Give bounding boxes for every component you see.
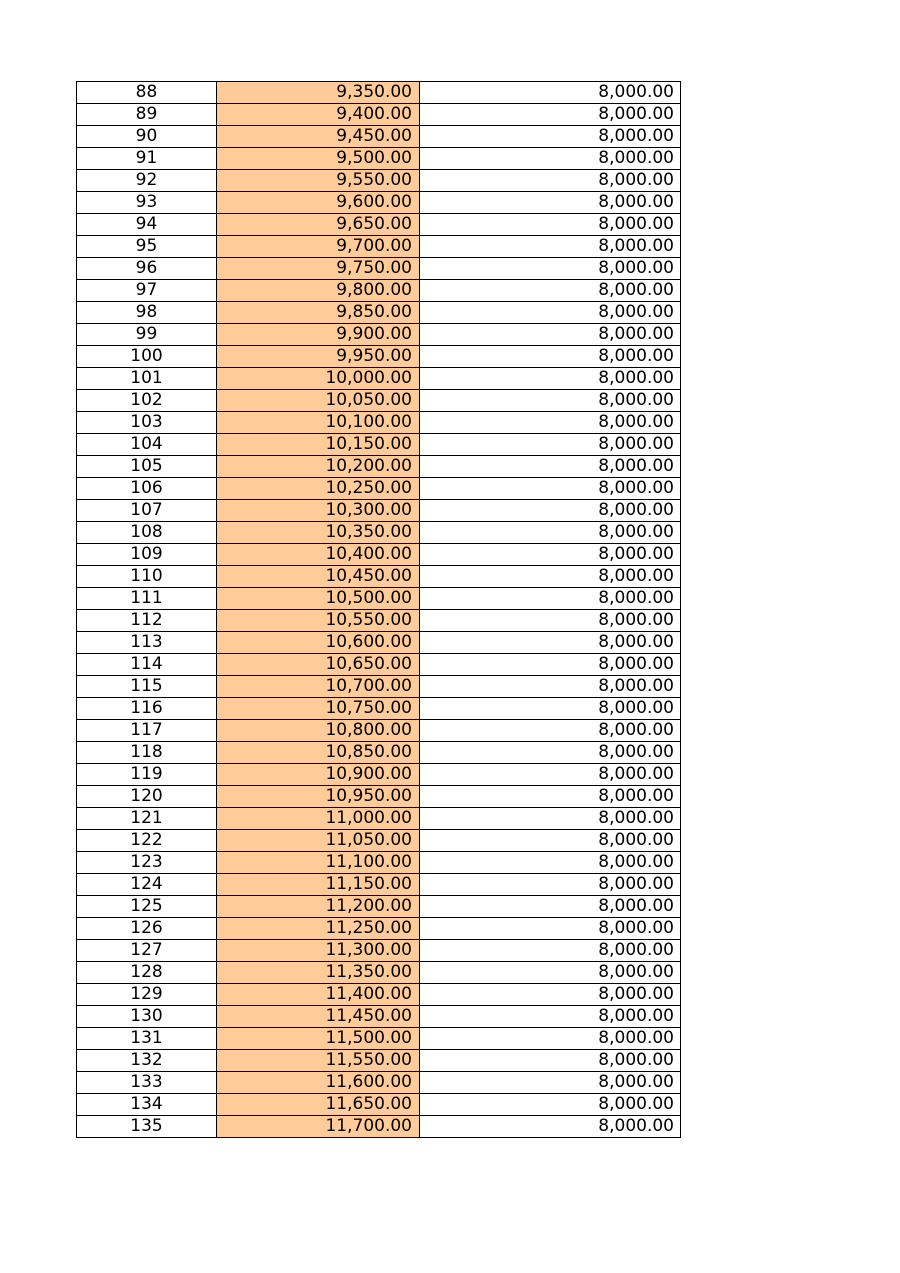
table-row <box>77 478 681 500</box>
row-index-cell[interactable]: 125 <box>77 896 217 918</box>
row-index-cell[interactable]: 105 <box>77 456 217 478</box>
row-index-cell[interactable]: 100 <box>77 346 217 368</box>
base-amount-cell[interactable]: 8,000.00 <box>420 808 681 830</box>
base-amount-cell[interactable]: 8,000.00 <box>420 1094 681 1116</box>
base-amount-cell[interactable]: 8,000.00 <box>420 874 681 896</box>
table-row <box>77 170 681 192</box>
base-amount-cell[interactable]: 8,000.00 <box>420 654 681 676</box>
table-row <box>77 148 681 170</box>
row-index-cell[interactable]: 107 <box>77 500 217 522</box>
amount-cell[interactable]: 11,250.00 <box>217 918 420 940</box>
spreadsheet-table <box>76 81 681 1138</box>
table-row <box>77 830 681 852</box>
base-amount-cell[interactable]: 8,000.00 <box>420 126 681 148</box>
row-index-cell[interactable]: 96 <box>77 258 217 280</box>
row-index-cell[interactable]: 97 <box>77 280 217 302</box>
base-amount-cell[interactable]: 8,000.00 <box>420 1072 681 1094</box>
amount-cell[interactable]: 9,700.00 <box>217 236 420 258</box>
amount-cell[interactable]: 11,050.00 <box>217 830 420 852</box>
base-amount-cell[interactable]: 8,000.00 <box>420 610 681 632</box>
amount-cell[interactable]: 10,600.00 <box>217 632 420 654</box>
base-amount-cell[interactable]: 8,000.00 <box>420 214 681 236</box>
table-row <box>77 456 681 478</box>
amount-cell[interactable]: 9,650.00 <box>217 214 420 236</box>
table-row <box>77 654 681 676</box>
base-amount-cell[interactable]: 8,000.00 <box>420 302 681 324</box>
base-amount-cell[interactable]: 8,000.00 <box>420 324 681 346</box>
table-row <box>77 610 681 632</box>
base-amount-cell[interactable]: 8,000.00 <box>420 588 681 610</box>
table-row <box>77 192 681 214</box>
table-row <box>77 82 681 104</box>
table-row <box>77 368 681 390</box>
row-index-cell[interactable]: 93 <box>77 192 217 214</box>
row-index-cell[interactable]: 132 <box>77 1050 217 1072</box>
table-row <box>77 258 681 280</box>
row-index-cell[interactable]: 106 <box>77 478 217 500</box>
row-index-cell[interactable]: 91 <box>77 148 217 170</box>
base-amount-cell[interactable]: 8,000.00 <box>420 962 681 984</box>
amount-cell[interactable]: 10,400.00 <box>217 544 420 566</box>
row-index-cell[interactable]: 119 <box>77 764 217 786</box>
row-index-cell[interactable]: 122 <box>77 830 217 852</box>
row-index-cell[interactable]: 116 <box>77 698 217 720</box>
row-index-cell[interactable]: 101 <box>77 368 217 390</box>
amount-cell[interactable]: 9,850.00 <box>217 302 420 324</box>
amount-cell[interactable]: 10,550.00 <box>217 610 420 632</box>
row-index-cell[interactable]: 108 <box>77 522 217 544</box>
amount-cell[interactable]: 11,100.00 <box>217 852 420 874</box>
table-row <box>77 280 681 302</box>
table-row <box>77 676 681 698</box>
amount-cell[interactable]: 10,300.00 <box>217 500 420 522</box>
row-index-cell[interactable]: 123 <box>77 852 217 874</box>
amount-cell[interactable]: 10,650.00 <box>217 654 420 676</box>
base-amount-cell[interactable]: 8,000.00 <box>420 764 681 786</box>
table-row <box>77 632 681 654</box>
amount-cell[interactable]: 10,350.00 <box>217 522 420 544</box>
base-amount-cell[interactable]: 8,000.00 <box>420 698 681 720</box>
amount-cell[interactable]: 10,100.00 <box>217 412 420 434</box>
amount-cell[interactable]: 9,450.00 <box>217 126 420 148</box>
row-index-cell[interactable]: 109 <box>77 544 217 566</box>
table-row <box>77 874 681 896</box>
table-row <box>77 1116 681 1138</box>
base-amount-cell[interactable]: 8,000.00 <box>420 1006 681 1028</box>
row-index-cell[interactable]: 118 <box>77 742 217 764</box>
base-amount-cell[interactable]: 8,000.00 <box>420 258 681 280</box>
amount-cell[interactable]: 10,750.00 <box>217 698 420 720</box>
table-row <box>77 588 681 610</box>
amount-cell[interactable]: 10,700.00 <box>217 676 420 698</box>
row-index-cell[interactable]: 114 <box>77 654 217 676</box>
base-amount-cell[interactable]: 8,000.00 <box>420 786 681 808</box>
row-index-cell[interactable]: 90 <box>77 126 217 148</box>
table-row <box>77 324 681 346</box>
amount-cell[interactable]: 11,400.00 <box>217 984 420 1006</box>
base-amount-cell[interactable]: 8,000.00 <box>420 1050 681 1072</box>
base-amount-cell[interactable]: 8,000.00 <box>420 940 681 962</box>
base-amount-cell[interactable]: 8,000.00 <box>420 566 681 588</box>
row-index-cell[interactable]: 130 <box>77 1006 217 1028</box>
row-index-cell[interactable]: 121 <box>77 808 217 830</box>
row-index-cell[interactable]: 110 <box>77 566 217 588</box>
base-amount-cell[interactable]: 8,000.00 <box>420 478 681 500</box>
base-amount-cell[interactable]: 8,000.00 <box>420 984 681 1006</box>
amount-cell[interactable]: 10,850.00 <box>217 742 420 764</box>
base-amount-cell[interactable]: 8,000.00 <box>420 368 681 390</box>
row-index-cell[interactable]: 95 <box>77 236 217 258</box>
row-index-cell[interactable]: 117 <box>77 720 217 742</box>
amount-cell[interactable]: 11,550.00 <box>217 1050 420 1072</box>
table-row <box>77 786 681 808</box>
table-row <box>77 390 681 412</box>
row-index-cell[interactable]: 98 <box>77 302 217 324</box>
amount-cell[interactable]: 11,000.00 <box>217 808 420 830</box>
table-row <box>77 1050 681 1072</box>
amount-cell[interactable]: 10,950.00 <box>217 786 420 808</box>
table-row <box>77 984 681 1006</box>
row-index-cell[interactable]: 131 <box>77 1028 217 1050</box>
table-row <box>77 522 681 544</box>
base-amount-cell[interactable]: 8,000.00 <box>420 544 681 566</box>
base-amount-cell[interactable]: 8,000.00 <box>420 500 681 522</box>
table-row <box>77 126 681 148</box>
base-amount-cell[interactable]: 8,000.00 <box>420 170 681 192</box>
row-index-cell[interactable]: 94 <box>77 214 217 236</box>
row-index-cell[interactable]: 129 <box>77 984 217 1006</box>
base-amount-cell[interactable]: 8,000.00 <box>420 852 681 874</box>
base-amount-cell[interactable]: 8,000.00 <box>420 676 681 698</box>
base-amount-cell[interactable]: 8,000.00 <box>420 896 681 918</box>
amount-cell[interactable]: 10,500.00 <box>217 588 420 610</box>
row-index-cell[interactable]: 135 <box>77 1116 217 1138</box>
base-amount-cell[interactable]: 8,000.00 <box>420 390 681 412</box>
table-row <box>77 412 681 434</box>
amount-cell[interactable]: 11,200.00 <box>217 896 420 918</box>
amount-cell[interactable]: 11,150.00 <box>217 874 420 896</box>
amount-cell[interactable]: 11,450.00 <box>217 1006 420 1028</box>
base-amount-cell[interactable]: 8,000.00 <box>420 720 681 742</box>
row-index-cell[interactable]: 133 <box>77 1072 217 1094</box>
base-amount-cell[interactable]: 8,000.00 <box>420 1116 681 1138</box>
amount-cell[interactable]: 11,600.00 <box>217 1072 420 1094</box>
amount-cell[interactable]: 11,700.00 <box>217 1116 420 1138</box>
base-amount-cell[interactable]: 8,000.00 <box>420 632 681 654</box>
table-row <box>77 698 681 720</box>
amount-cell[interactable]: 11,650.00 <box>217 1094 420 1116</box>
row-index-cell[interactable]: 104 <box>77 434 217 456</box>
row-index-cell[interactable]: 127 <box>77 940 217 962</box>
table-row <box>77 302 681 324</box>
row-index-cell[interactable]: 103 <box>77 412 217 434</box>
row-index-cell[interactable]: 113 <box>77 632 217 654</box>
amount-cell[interactable]: 9,350.00 <box>217 82 420 104</box>
table-row <box>77 1072 681 1094</box>
base-amount-cell[interactable]: 8,000.00 <box>420 280 681 302</box>
row-index-cell[interactable]: 126 <box>77 918 217 940</box>
table-row <box>77 808 681 830</box>
amount-cell[interactable]: 10,200.00 <box>217 456 420 478</box>
amount-cell[interactable]: 9,900.00 <box>217 324 420 346</box>
row-index-cell[interactable]: 102 <box>77 390 217 412</box>
table-row <box>77 720 681 742</box>
row-index-cell[interactable]: 112 <box>77 610 217 632</box>
amount-cell[interactable]: 11,500.00 <box>217 1028 420 1050</box>
base-amount-cell[interactable]: 8,000.00 <box>420 456 681 478</box>
amount-cell[interactable]: 9,550.00 <box>217 170 420 192</box>
row-index-cell[interactable]: 124 <box>77 874 217 896</box>
base-amount-cell[interactable]: 8,000.00 <box>420 412 681 434</box>
amount-cell[interactable]: 10,450.00 <box>217 566 420 588</box>
spreadsheet-body <box>77 82 681 1138</box>
amount-cell[interactable]: 10,800.00 <box>217 720 420 742</box>
base-amount-cell[interactable]: 8,000.00 <box>420 82 681 104</box>
row-index-cell[interactable]: 99 <box>77 324 217 346</box>
table-row <box>77 940 681 962</box>
base-amount-cell[interactable]: 8,000.00 <box>420 522 681 544</box>
table-row <box>77 852 681 874</box>
table-row <box>77 544 681 566</box>
table-row <box>77 434 681 456</box>
table-row <box>77 1006 681 1028</box>
amount-cell[interactable]: 10,150.00 <box>217 434 420 456</box>
base-amount-cell[interactable]: 8,000.00 <box>420 148 681 170</box>
base-amount-cell[interactable]: 8,000.00 <box>420 918 681 940</box>
row-index-cell[interactable]: 134 <box>77 1094 217 1116</box>
row-index-cell[interactable]: 92 <box>77 170 217 192</box>
row-index-cell[interactable]: 128 <box>77 962 217 984</box>
base-amount-cell[interactable]: 8,000.00 <box>420 1028 681 1050</box>
table-row <box>77 918 681 940</box>
base-amount-cell[interactable]: 8,000.00 <box>420 236 681 258</box>
table-row <box>77 346 681 368</box>
row-index-cell[interactable]: 111 <box>77 588 217 610</box>
amount-cell[interactable]: 11,350.00 <box>217 962 420 984</box>
base-amount-cell[interactable]: 8,000.00 <box>420 346 681 368</box>
table-row <box>77 742 681 764</box>
base-amount-cell[interactable]: 8,000.00 <box>420 104 681 126</box>
table-row <box>77 236 681 258</box>
table-row <box>77 1028 681 1050</box>
table-row <box>77 1094 681 1116</box>
row-index-cell[interactable]: 120 <box>77 786 217 808</box>
amount-cell[interactable]: 10,050.00 <box>217 390 420 412</box>
base-amount-cell[interactable]: 8,000.00 <box>420 742 681 764</box>
amount-cell[interactable]: 9,950.00 <box>217 346 420 368</box>
base-amount-cell[interactable]: 8,000.00 <box>420 434 681 456</box>
amount-cell[interactable]: 9,750.00 <box>217 258 420 280</box>
table-row <box>77 500 681 522</box>
amount-cell[interactable]: 10,900.00 <box>217 764 420 786</box>
table-row <box>77 104 681 126</box>
amount-cell[interactable]: 9,400.00 <box>217 104 420 126</box>
amount-cell[interactable]: 10,250.00 <box>217 478 420 500</box>
amount-cell[interactable]: 10,000.00 <box>217 368 420 390</box>
table-row <box>77 566 681 588</box>
base-amount-cell[interactable]: 8,000.00 <box>420 830 681 852</box>
amount-cell[interactable]: 9,800.00 <box>217 280 420 302</box>
base-amount-cell[interactable]: 8,000.00 <box>420 192 681 214</box>
table-row <box>77 962 681 984</box>
row-index-cell[interactable]: 115 <box>77 676 217 698</box>
amount-cell[interactable]: 11,300.00 <box>217 940 420 962</box>
row-index-cell[interactable]: 89 <box>77 104 217 126</box>
amount-cell[interactable]: 9,500.00 <box>217 148 420 170</box>
row-index-cell[interactable]: 88 <box>77 82 217 104</box>
table-row <box>77 764 681 786</box>
amount-cell[interactable]: 9,600.00 <box>217 192 420 214</box>
table-row <box>77 896 681 918</box>
table-row <box>77 214 681 236</box>
